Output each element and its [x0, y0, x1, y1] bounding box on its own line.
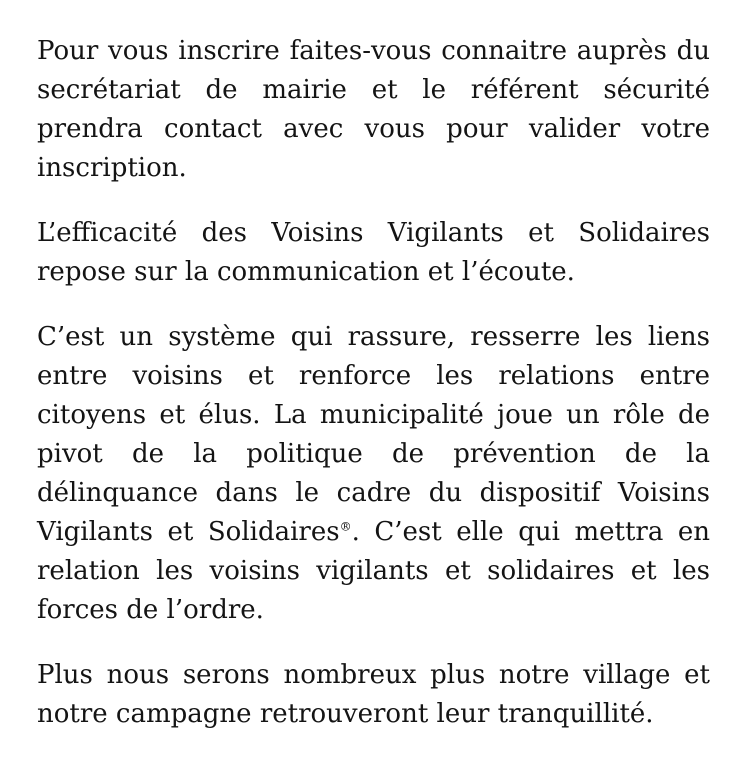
paragraph-systeme-text-after: . C’est elle qui mettra en relation les voisins vigilants et solidaires et les forces de l’ordre.	[37, 517, 710, 625]
registered-trademark-mark: ®	[339, 519, 352, 534]
paragraph-efficacite: L’efficacité des Voisins Vigilants et Solidaires repose sur la communication et l’écoute.	[37, 218, 710, 287]
paragraph-systeme-text-before: C’est un système qui rassure, resserre les liens entre voisins et renforce les relations entre citoyens et élus. La municipalité joue un rôle de pivot de la politique de prévention de la délinquance dans le cadre du dispositif Voisins Vigilants et Solidaires	[37, 322, 710, 547]
paragraph-systeme	[37, 318, 710, 630]
paragraph-tranquillite: Plus nous serons nombreux plus notre village et notre campagne retrouveront leur tranquillité.	[37, 660, 710, 729]
paragraph-inscription: Pour vous inscrire faites-vous connaitre auprès du secrétariat de mairie et le référent sécurité prendra contact avec vous pour valider votre inscription.	[37, 36, 710, 183]
